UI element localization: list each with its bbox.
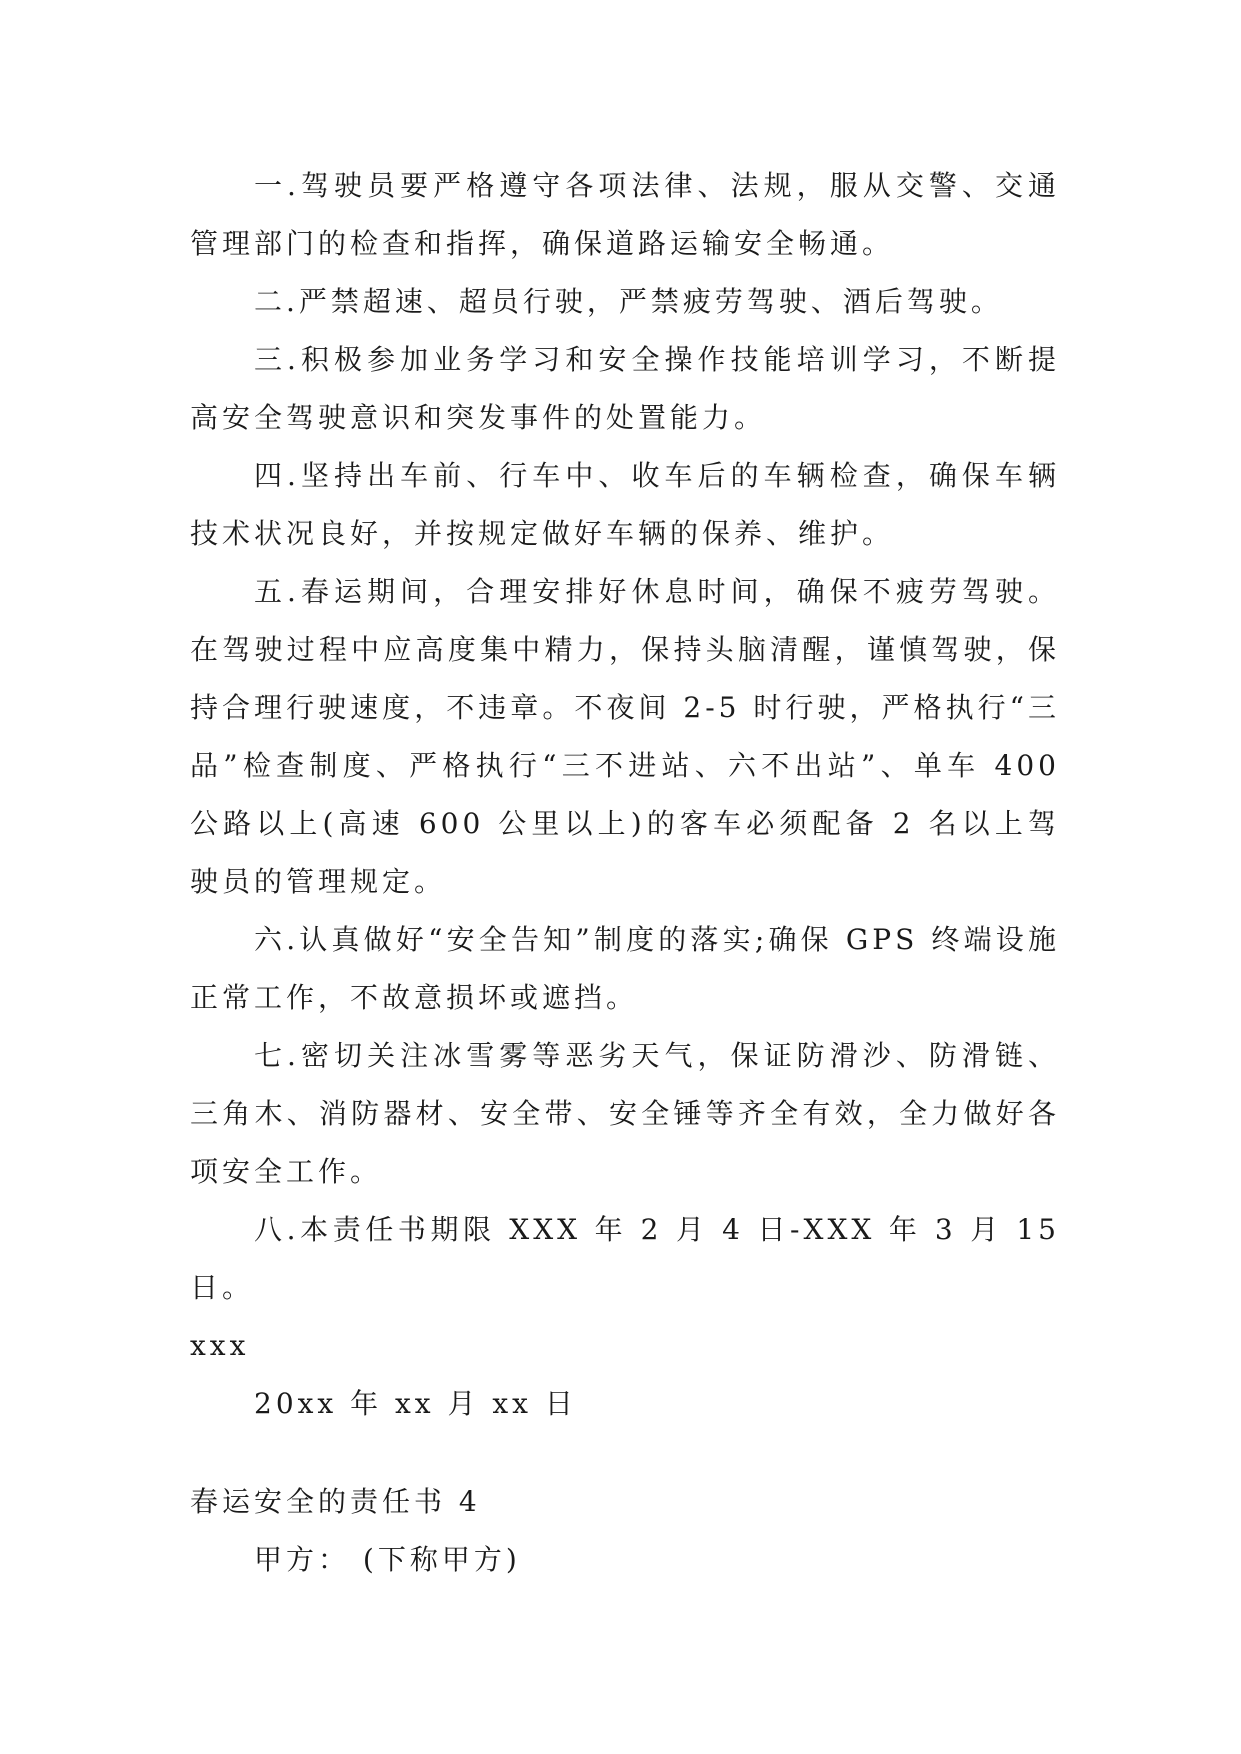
clause-8: 八.本责任书期限 XXX 年 2 月 4 日-XXX 年 3 月 15 日。 [190, 1213, 1060, 1304]
next-section-title: 春运安全的责任书 4 [190, 1485, 481, 1518]
clause-3: 三.积极参加业务学习和安全操作技能培训学习，不断提高安全驾驶意识和突发事件的处置能力。 [190, 343, 1060, 434]
document-body [190, 157, 1060, 1589]
clause-1: 一.驾驶员要严格遵守各项法律、法规，服从交警、交通管理部门的检查和指挥，确保道路运输安全畅通。 [190, 169, 1060, 260]
clause-2: 二.严禁超速、超员行驶，严禁疲劳驾驶、酒后驾驶。 [254, 285, 1003, 318]
clause-4: 四.坚持出车前、行车中、收车后的车辆检查，确保车辆技术状况良好，并按规定做好车辆的保养、维护。 [190, 459, 1060, 550]
date-line: 20xx 年 xx 月 xx 日 [254, 1387, 577, 1420]
clause-7: 七.密切关注冰雪雾等恶劣天气，保证防滑沙、防滑链、三角木、消防器材、安全带、安全锤等齐全有效，全力做好各项安全工作。 [190, 1039, 1060, 1188]
clause-5: 五.春运期间，合理安排好休息时间，确保不疲劳驾驶。在驾驶过程中应高度集中精力，保持头脑清醒，谨慎驾驶，保持合理行驶速度，不违章。不夜间 2-5 时行驶，严格执行“三品”检查制度、严格执行“三不进站、六不出站”、单车 400 公路以上(高速 600 公里以上)的客车必须配备 2 名以上驾驶员的管理规定。 [190, 575, 1060, 898]
party-a-line: 甲方： (下称甲方) [254, 1543, 521, 1576]
signature: xxx [190, 1329, 250, 1362]
section-gap [190, 1433, 1060, 1473]
clause-6: 六.认真做好“安全告知”制度的落实;确保 GPS 终端设施正常工作，不故意损坏或遮挡。 [190, 923, 1060, 1014]
